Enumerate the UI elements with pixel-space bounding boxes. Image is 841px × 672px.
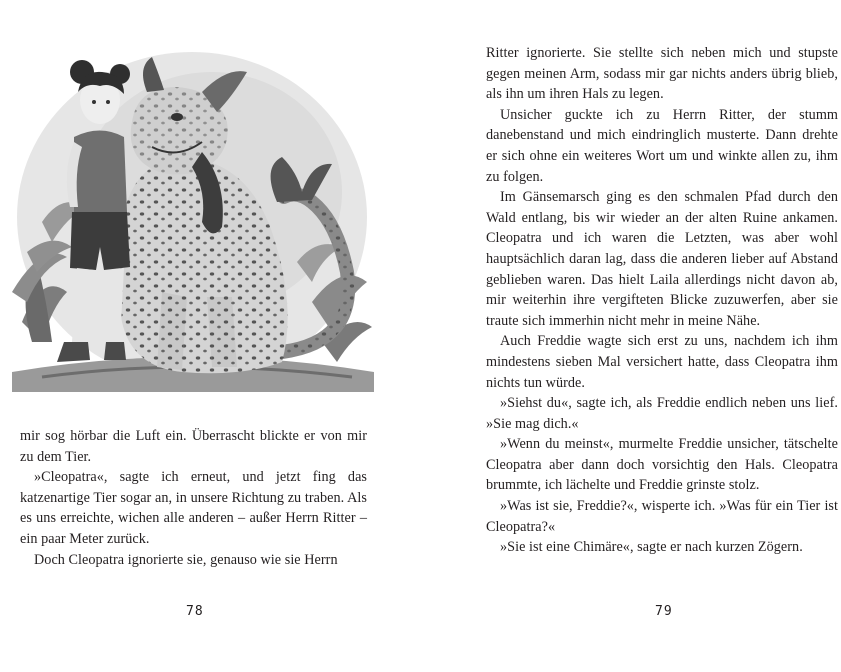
paragraph: »Siehst du«, sagte ich, als Freddie endlich neben uns lief. »Sie mag dich.«: [486, 395, 838, 432]
paragraph: »Cleopatra«, sagte ich erneut, und jetzt fing das katzenartige Tier sogar an, in unsere Richtung zu traben. Als es uns erreichte, wichen alle anderen – außer Herrn Ritter – ein paar Meter zurück.: [20, 469, 367, 547]
paragraph: Doch Cleopatra ignorierte sie, genauso wie sie Herrn: [34, 551, 338, 568]
paragraph: Auch Freddie wagte sich erst zu uns, nachdem ich ihm mindestens sieben Mal versichert hatte, dass Cleopatra ihm nichts tun würde.: [486, 333, 838, 391]
paragraph: Im Gänsemarsch ging es den schmalen Pfad durch den Wald entlang, bis wir wieder an der alten Ruine ankamen. Cleopatra und ich waren die Letzten, was aber wohl hauptsächlich daran lag, dass die anderen lieber auf Abstand geblieben waren. Das hielt Laila allerdings nicht davon ab, mir weiterhin ihre vergifteten Blicke zuzuwerfen, aber sie traute sich immerhin nicht mehr in meine Nähe.: [486, 189, 838, 329]
illustration-svg: [12, 42, 374, 392]
paragraph: »Wenn du meinst«, murmelte Freddie unsicher, tätschelte Cleopatra aber dann doch vorsichtig den Hals. Cleopatra brummte, ich lächelte und Freddie grinste stolz.: [486, 436, 838, 494]
right-page-text: [486, 43, 838, 558]
paragraph: Unsicher guckte ich zu Herrn Ritter, der stumm danebenstand und mich eindringlich musterte. Dann drehte er sich ohne ein weiteres Wort um und winkte allen zu, ihm zu folgen.: [486, 106, 838, 185]
paragraph: »Sie ist eine Chimäre«, sagte er nach kurzen Zögern.: [500, 539, 803, 556]
left-page-text: [20, 426, 367, 570]
page-number-left: 78: [186, 604, 204, 619]
page-number-right: 79: [655, 604, 673, 619]
paragraph: mir sog hörbar die Luft ein. Überrascht blickte er von mir zu dem Tier.: [20, 428, 367, 465]
paragraph: Ritter ignorierte. Sie stellte sich neben mich und stupste gegen meinen Arm, sodass mir gar nichts anders übrig blieb, als ihn um ihren Hals zu legen.: [486, 45, 838, 103]
paragraph: »Was ist sie, Freddie?«, wisperte ich. »Was für ein Tier ist Cleopatra?«: [486, 498, 838, 535]
illustration-girl-and-chimera: [12, 42, 374, 392]
